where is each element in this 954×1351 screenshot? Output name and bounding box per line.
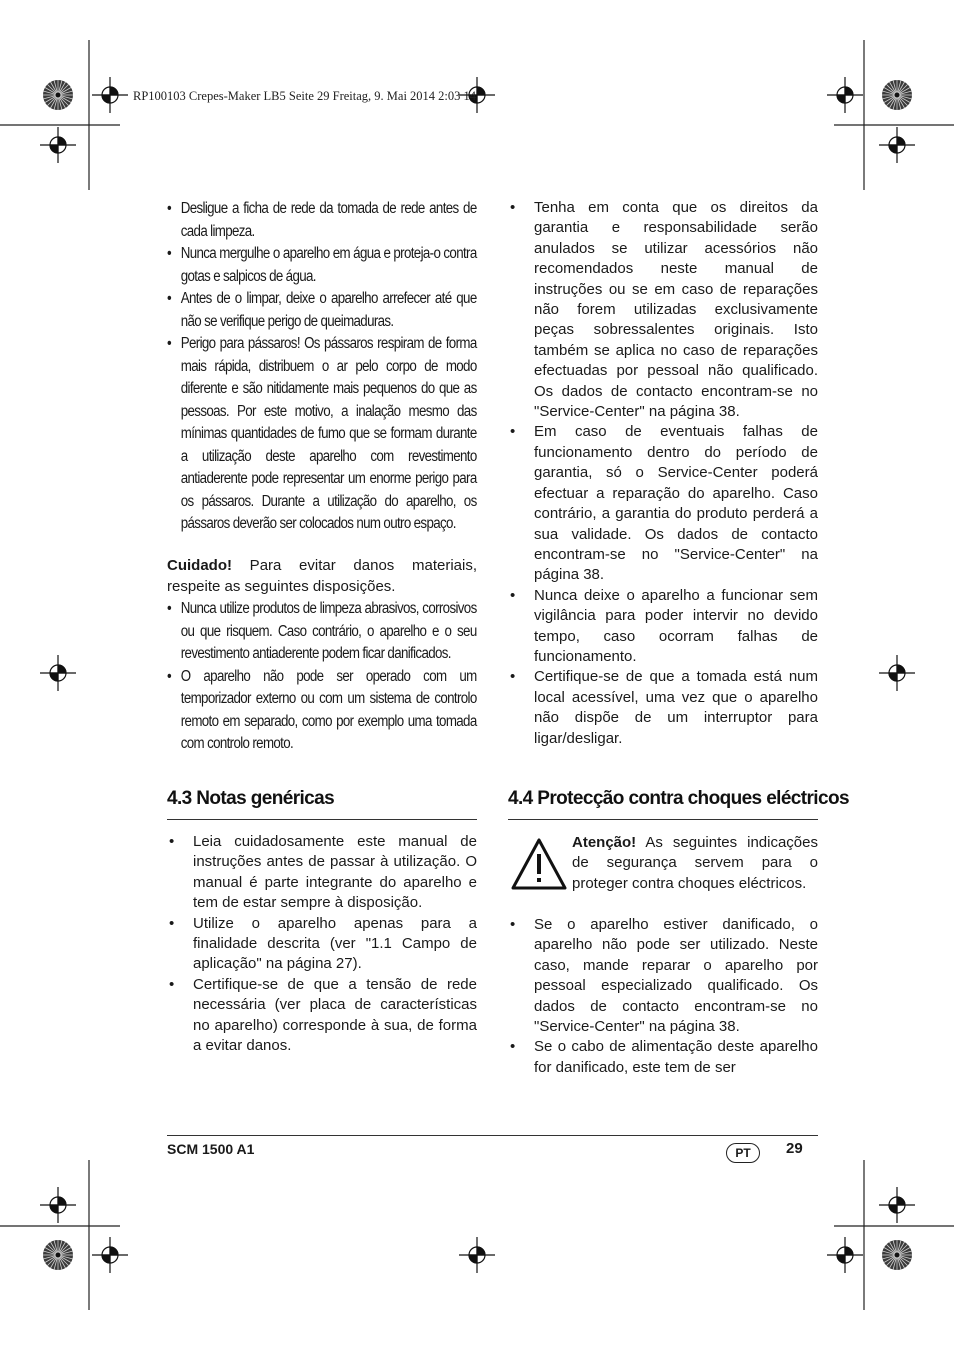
list-item: • Certifique-se de que a tensão de rede necessária (ver placa de características no aparelho) corresponde à sua, de forma a evitar danos. (167, 975, 477, 1057)
caution-text: Para evitar danos materiais, respeite as seguintes disposições. (167, 557, 477, 595)
crosshair-mark (827, 77, 863, 113)
right-column (508, 198, 818, 749)
warning-label: Atenção! (572, 834, 637, 851)
list-item: • Antes de o limpar, deixe o aparelho arrefecer até que não se verifique perigo de queimaduras. (167, 288, 477, 333)
crosshair-mark (92, 77, 128, 113)
language-badge: PT (726, 1143, 760, 1163)
section-4-4-bullets (508, 915, 818, 1078)
crosshair-mark (92, 1237, 128, 1273)
list-item: • Tenha em conta que os direitos da garantia e responsabilidade serão anulados se utilizar acessórios não recomendados neste manual de instruções ou se em caso de reparações não forem utilizadas exclusivamente peças sobressalentes originais. Isto também se aplica no caso de reparações efectuadas por pessoal não qualificado. Os dados de contacto encontram-se no "Service-Center" na página 38. (508, 198, 818, 422)
list-item: • Leia cuidadosamente este manual de instruções antes de passar à utilização. O manual é parte integrante do aparelho e tem de estar sempre à disposição. (167, 832, 477, 914)
list-item: • Se o cabo de alimentação deste aparelho for danificado, este tem de ser (508, 1037, 818, 1078)
section-divider (167, 819, 477, 820)
list-item: • Nunca deixe o aparelho a funcionar sem vigilância para poder intervir no devido tempo, caso ocorram falhas de funcionamento. (508, 586, 818, 668)
print-header: RP100103 Crepes-Maker LB5 Seite 29 Freitag, 9. Mai 2014 2:03 14 (133, 89, 477, 103)
warning-text (572, 833, 818, 894)
warning-triangle-icon (510, 837, 568, 891)
section-title-4-3: 4.3 Notas genéricas (167, 788, 335, 809)
section-4-3-bullets (167, 832, 477, 1056)
caution-label: Cuidado! (167, 557, 232, 574)
rosette-mark (882, 80, 912, 110)
caution-bullets-block (167, 598, 527, 756)
crosshair-mark (40, 1187, 76, 1223)
list-item: • Perigo para pássaros! Os pássaros respiram de forma mais rápida, distribuem o ar pelo corpo de modo diferente e são nitidamente mais pequenos do que as pessoas. Por este motivo, a inalação mesmo das mínimas quantidades de fumo que se formam durante a utilização deste aparelho com revestimento antiaderente pode representar um enorme perigo para os pássaros. Durante a utilização do aparelho, os pássaros deverão ser colocados num outro espaço. (167, 333, 477, 536)
footer-model: SCM 1500 A1 (167, 1141, 255, 1157)
crosshair-mark (827, 1237, 863, 1273)
list-item: • Certifique-se de que a tomada está num local acessível, uma vez que o aparelho não dispõe de um interruptor para ligar/desligar. (508, 667, 818, 749)
crosshair-mark (879, 655, 915, 691)
footer-rule (167, 1135, 818, 1136)
section-divider (508, 819, 818, 820)
crosshair-mark (40, 127, 76, 163)
list-item: • Utilize o aparelho apenas para a finalidade descrita (ver "1.1 Campo de aplicação" na página 27). (167, 914, 477, 975)
caution-paragraph (167, 556, 477, 597)
list-item: • O aparelho não pode ser operado com um temporizador externo ou com um sistema de controlo remoto em separado, como por exemplo uma tomada com controlo remoto. (167, 666, 477, 756)
page-number: 29 (786, 1140, 803, 1157)
left-top-bullets-block (167, 198, 477, 536)
crosshair-mark (459, 1237, 495, 1273)
warning-body: As seguintes indicações de segurança servem para o proteger contra choques eléctricos. (572, 834, 818, 892)
warning-box (508, 833, 818, 894)
list-item: • Se o aparelho estiver danificado, o aparelho não pode ser utilizado. Neste caso, mande reparar o aparelho por pessoal especializado qualificado. Os dados de contacto encontram-se no "Service-Center" na página 38. (508, 915, 818, 1037)
list-item: • Em caso de eventuais falhas de funcionamento dentro do período de garantia, só o Service-Center poderá efectuar a reparação do aparelho. Caso contrário, a garantia do produto perderá a sua validade. Os dados de contacto encontram-se no "Service-Center" na página 38. (508, 422, 818, 585)
crosshair-mark (40, 655, 76, 691)
rosette-mark (882, 1240, 912, 1270)
list-item: • Nunca utilize produtos de limpeza abrasivos, corrosivos ou que risquem. Caso contrário, o aparelho e o seu revestimento antiaderente podem ficar danificados. (167, 598, 477, 666)
left-column (167, 198, 477, 536)
crosshair-mark (879, 127, 915, 163)
list-item: • Nunca mergulhe o aparelho em água e proteja-o contra gotas e salpicos de água. (167, 243, 477, 288)
section-title-4-4: 4.4 Protecção contra choques eléctricos (508, 788, 849, 809)
rosette-mark (43, 1240, 73, 1270)
rosette-mark (43, 80, 73, 110)
list-item: • Desligue a ficha de rede da tomada de rede antes de cada limpeza. (167, 198, 477, 243)
crosshair-mark (879, 1187, 915, 1223)
